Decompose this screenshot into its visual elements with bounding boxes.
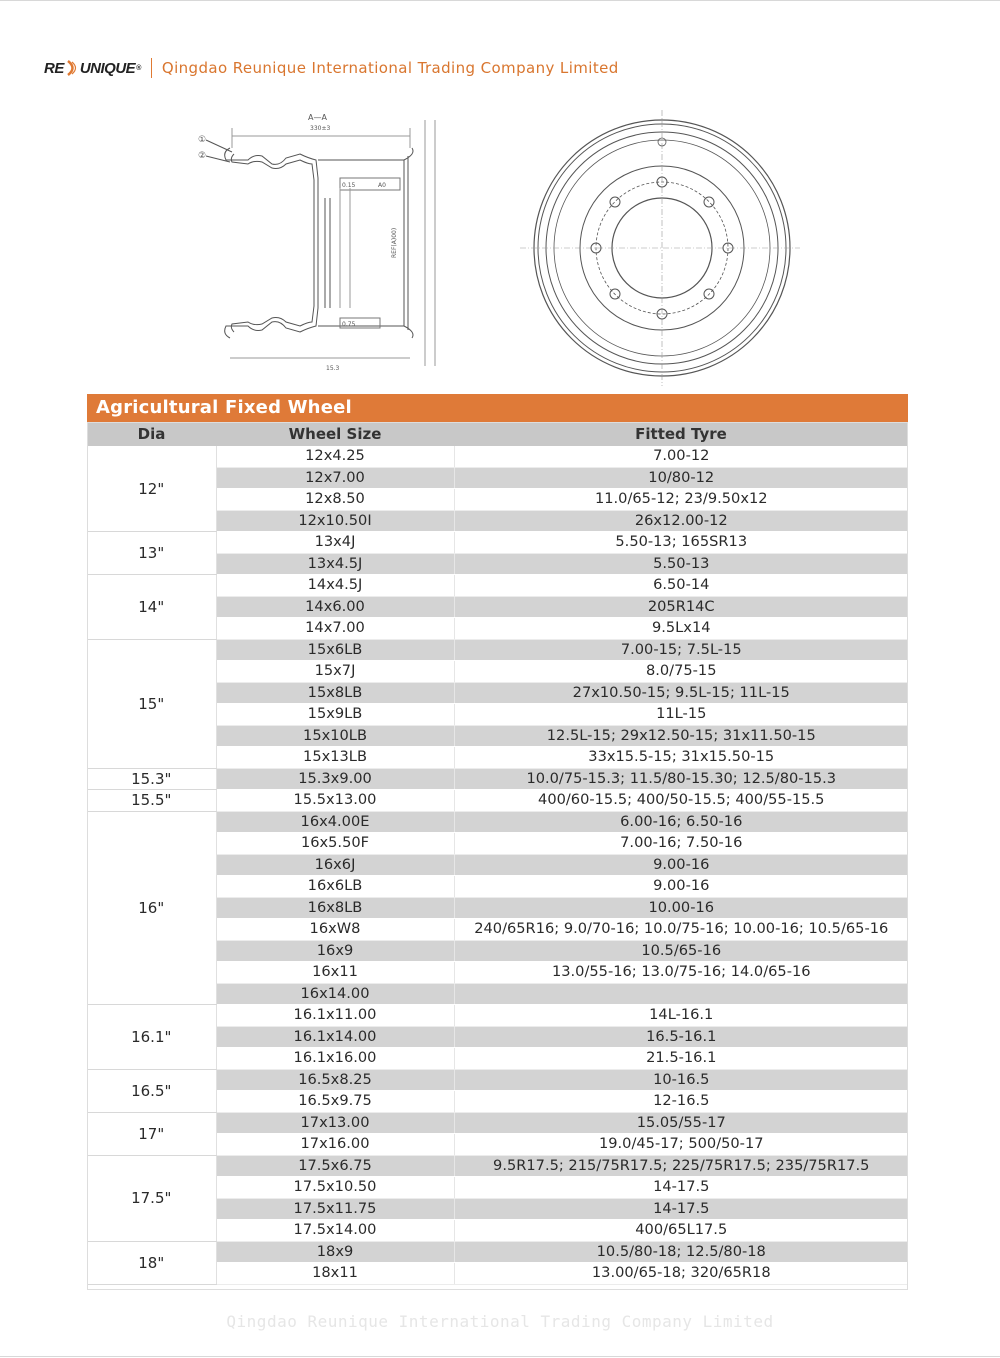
tol-1: 0.15 bbox=[342, 182, 356, 189]
wheel-size-cell: 16.1x11.00 bbox=[216, 1005, 454, 1027]
fitted-tyre-cell: 33x15.5-15; 31x15.50-15 bbox=[454, 747, 908, 769]
wheel-size-cell: 14x4.5J bbox=[216, 575, 454, 597]
label-ref: REF(A)00) bbox=[391, 227, 398, 258]
table-row bbox=[87, 1112, 908, 1134]
fitted-tyre-cell: 14-17.5 bbox=[454, 1198, 908, 1220]
wheel-size-cell: 14x6.00 bbox=[216, 596, 454, 618]
fitted-tyre-cell: 6.00-16; 6.50-16 bbox=[454, 811, 908, 833]
table-header-row bbox=[87, 422, 908, 446]
wheel-size-cell: 16.1x16.00 bbox=[216, 1048, 454, 1070]
wheel-size-cell: 12x7.00 bbox=[216, 467, 454, 489]
fitted-tyre-cell: 7.00-12 bbox=[454, 446, 908, 467]
dia-cell: 15" bbox=[87, 639, 216, 768]
wheel-size-cell: 17x13.00 bbox=[216, 1112, 454, 1134]
logo-text-left: RE bbox=[44, 59, 64, 77]
top-divider bbox=[0, 0, 1000, 1]
fitted-tyre-cell: 9.00-16 bbox=[454, 854, 908, 876]
table-row bbox=[87, 575, 908, 597]
fitted-tyre-cell: 13.00/65-18; 320/65R18 bbox=[454, 1263, 908, 1285]
table-row bbox=[87, 1069, 908, 1091]
wheel-size-cell: 13x4J bbox=[216, 532, 454, 554]
fitted-tyre-cell: 14L-16.1 bbox=[454, 1005, 908, 1027]
header-dia: Dia bbox=[87, 422, 216, 446]
wheel-size-cell: 12x8.50 bbox=[216, 489, 454, 511]
callout-1: ① bbox=[198, 135, 207, 145]
wheel-size-cell: 16x11 bbox=[216, 962, 454, 984]
wheel-size-cell: 16x9 bbox=[216, 940, 454, 962]
wheel-size-cell: 18x11 bbox=[216, 1263, 454, 1285]
table-row bbox=[87, 532, 908, 554]
dia-cell: 16" bbox=[87, 811, 216, 1005]
wheel-size-cell: 16x8LB bbox=[216, 897, 454, 919]
fitted-tyre-cell: 11.0/65-12; 23/9.50x12 bbox=[454, 489, 908, 511]
fitted-tyre-cell: 9.00-16 bbox=[454, 876, 908, 898]
wheel-size-cell: 17.5x14.00 bbox=[216, 1220, 454, 1242]
tol-3: 0.75 bbox=[342, 321, 356, 328]
wheel-size-cell: 17.5x10.50 bbox=[216, 1177, 454, 1199]
fitted-tyre-cell: 16.5-16.1 bbox=[454, 1026, 908, 1048]
bottom-divider bbox=[0, 1356, 1000, 1357]
wheel-size-cell: 16x6J bbox=[216, 854, 454, 876]
dia-cell: 17.5" bbox=[87, 1155, 216, 1241]
fitted-tyre-cell: 10/80-12 bbox=[454, 467, 908, 489]
wheel-size-cell: 15x8LB bbox=[216, 682, 454, 704]
dia-cell: 17" bbox=[87, 1112, 216, 1155]
header-fitted-tyre: Fitted Tyre bbox=[454, 422, 908, 446]
table-row bbox=[87, 1155, 908, 1177]
wheel-size-cell: 12x4.25 bbox=[216, 446, 454, 467]
header-separator bbox=[151, 58, 152, 78]
table-row bbox=[87, 811, 908, 833]
fitted-tyre-cell: 240/65R16; 9.0/70-16; 10.0/75-16; 10.00-16; 10.5/65-16 bbox=[454, 919, 908, 941]
wheel-size-cell: 15x10LB bbox=[216, 725, 454, 747]
fitted-tyre-cell: 10.0/75-15.3; 11.5/80-15.30; 12.5/80-15.3 bbox=[454, 768, 908, 790]
dia-cell: 15.3" bbox=[87, 768, 216, 790]
fitted-tyre-cell: 7.00-15; 7.5L-15 bbox=[454, 639, 908, 661]
fitted-tyre-cell: 5.50-13; 165SR13 bbox=[454, 532, 908, 554]
fitted-tyre-cell: 10.5/80-18; 12.5/80-18 bbox=[454, 1241, 908, 1263]
wheel-size-cell: 18x9 bbox=[216, 1241, 454, 1263]
dim-bottom: 15.3 bbox=[326, 365, 340, 372]
wheel-size-cell: 12x10.50I bbox=[216, 510, 454, 532]
table-row bbox=[87, 639, 908, 661]
section-label: A—A bbox=[308, 113, 327, 122]
dia-cell: 14" bbox=[87, 575, 216, 640]
wheel-size-cell: 15x13LB bbox=[216, 747, 454, 769]
fitted-tyre-cell: 26x12.00-12 bbox=[454, 510, 908, 532]
dia-cell: 12" bbox=[87, 446, 216, 532]
logo-text-right: UNIQUE bbox=[79, 59, 136, 77]
table-body bbox=[87, 446, 908, 1284]
wheel-size-cell: 13x4.5J bbox=[216, 553, 454, 575]
wheel-size-cell: 15x6LB bbox=[216, 639, 454, 661]
fitted-tyre-cell: 21.5-16.1 bbox=[454, 1048, 908, 1070]
wheel-size-cell: 15.3x9.00 bbox=[216, 768, 454, 790]
dia-cell: 15.5" bbox=[87, 790, 216, 812]
fitted-tyre-cell: 5.50-13 bbox=[454, 553, 908, 575]
fitted-tyre-cell: 27x10.50-15; 9.5L-15; 11L-15 bbox=[454, 682, 908, 704]
fitted-tyre-cell: 9.5Lx14 bbox=[454, 618, 908, 640]
fitted-tyre-cell: 12-16.5 bbox=[454, 1091, 908, 1113]
fitted-tyre-cell: 9.5R17.5; 215/75R17.5; 225/75R17.5; 235/75R17.5 bbox=[454, 1155, 908, 1177]
footer-watermark: Qingdao Reunique International Trading Company Limited bbox=[226, 1312, 774, 1331]
fitted-tyre-cell: 10-16.5 bbox=[454, 1069, 908, 1091]
wheel-spec-table bbox=[87, 422, 908, 1285]
fitted-tyre-cell: 19.0/45-17; 500/50-17 bbox=[454, 1134, 908, 1156]
table-row bbox=[87, 768, 908, 790]
table-row bbox=[87, 1241, 908, 1263]
company-name: Qingdao Reunique International Trading Company Limited bbox=[161, 59, 619, 77]
fitted-tyre-cell: 13.0/55-16; 13.0/75-16; 14.0/65-16 bbox=[454, 962, 908, 984]
tol-2: A0 bbox=[378, 182, 386, 189]
fitted-tyre-cell: 6.50-14 bbox=[454, 575, 908, 597]
table-title: Agricultural Fixed Wheel bbox=[87, 394, 908, 422]
dia-cell: 13" bbox=[87, 532, 216, 575]
wheel-size-cell: 17.5x11.75 bbox=[216, 1198, 454, 1220]
fitted-tyre-cell: 7.00-16; 7.50-16 bbox=[454, 833, 908, 855]
wheel-size-cell: 16x6LB bbox=[216, 876, 454, 898]
table-row bbox=[87, 790, 908, 812]
dia-cell: 18" bbox=[87, 1241, 216, 1284]
page-header bbox=[44, 54, 619, 82]
wheel-size-cell: 16x4.00E bbox=[216, 811, 454, 833]
fitted-tyre-cell: 400/60-15.5; 400/50-15.5; 400/55-15.5 bbox=[454, 790, 908, 812]
fitted-tyre-cell: 205R14C bbox=[454, 596, 908, 618]
wheel-size-cell: 16x14.00 bbox=[216, 983, 454, 1005]
fitted-tyre-cell: 8.0/75-15 bbox=[454, 661, 908, 683]
fitted-tyre-cell: 15.05/55-17 bbox=[454, 1112, 908, 1134]
logo-registered: ® bbox=[136, 64, 141, 72]
fitted-tyre-cell: 14-17.5 bbox=[454, 1177, 908, 1199]
dia-cell: 16.5" bbox=[87, 1069, 216, 1112]
wheel-size-cell: 17x16.00 bbox=[216, 1134, 454, 1156]
logo-arc-icon bbox=[65, 59, 79, 77]
wheel-size-cell: 16xW8 bbox=[216, 919, 454, 941]
wheel-size-cell: 15.5x13.00 bbox=[216, 790, 454, 812]
dim-top: 330±3 bbox=[310, 125, 331, 132]
wheel-size-cell: 16x5.50F bbox=[216, 833, 454, 855]
wheel-size-cell: 16.5x9.75 bbox=[216, 1091, 454, 1113]
table-row bbox=[87, 1005, 908, 1027]
fitted-tyre-cell: 400/65L17.5 bbox=[454, 1220, 908, 1242]
wheel-front-view bbox=[520, 110, 800, 386]
fitted-tyre-cell bbox=[454, 983, 908, 1005]
wheel-cross-section bbox=[198, 113, 435, 372]
wheel-size-cell: 17.5x6.75 bbox=[216, 1155, 454, 1177]
fitted-tyre-cell: 11L-15 bbox=[454, 704, 908, 726]
wheel-size-cell: 15x7J bbox=[216, 661, 454, 683]
company-logo bbox=[44, 59, 141, 77]
fitted-tyre-cell: 10.5/65-16 bbox=[454, 940, 908, 962]
callout-2: ② bbox=[198, 151, 207, 161]
wheel-size-cell: 16.1x14.00 bbox=[216, 1026, 454, 1048]
header-wheel-size: Wheel Size bbox=[216, 422, 454, 446]
dia-cell: 16.1" bbox=[87, 1005, 216, 1070]
agricultural-fixed-wheel-table bbox=[87, 394, 908, 1285]
wheel-size-cell: 16.5x8.25 bbox=[216, 1069, 454, 1091]
fitted-tyre-cell: 12.5L-15; 29x12.50-15; 31x11.50-15 bbox=[454, 725, 908, 747]
wheel-size-cell: 14x7.00 bbox=[216, 618, 454, 640]
wheel-technical-drawing bbox=[190, 108, 800, 388]
table-row bbox=[87, 446, 908, 467]
wheel-size-cell: 15x9LB bbox=[216, 704, 454, 726]
fitted-tyre-cell: 10.00-16 bbox=[454, 897, 908, 919]
